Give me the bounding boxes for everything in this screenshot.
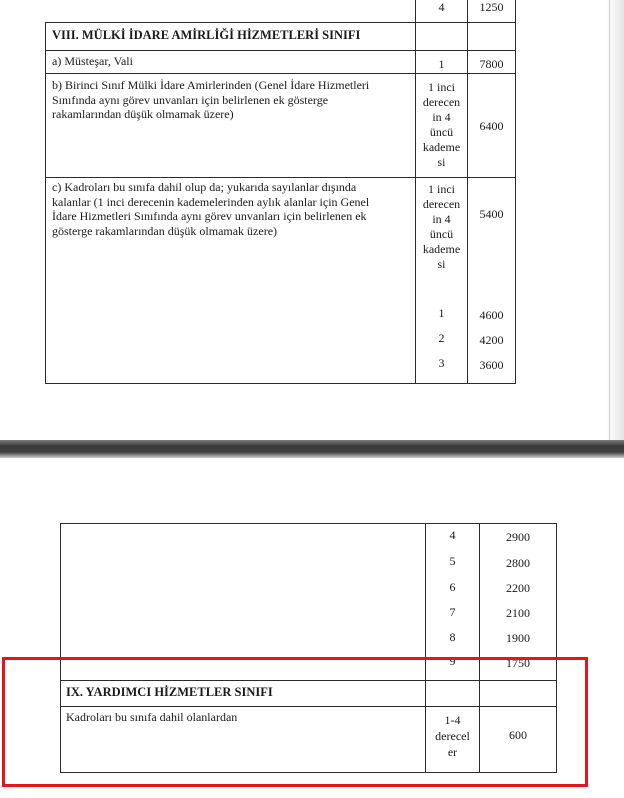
table-rule <box>45 383 516 384</box>
page-edge-shadow <box>606 0 624 440</box>
value-cell: 1750 <box>506 656 530 670</box>
section-title: IX. YARDIMCI HİZMETLER SINIFI <box>66 685 273 699</box>
grade-cell: 3 <box>438 356 445 370</box>
grade-cell: 1-4 derecel er <box>435 713 470 759</box>
grade-cell: 1 <box>438 57 445 71</box>
grade-cell: 8 <box>449 630 456 644</box>
value-cell: 5400 <box>479 207 504 221</box>
grade-cell: 5 <box>449 554 456 568</box>
row-text: b) Birinci Sınıf Mülki İdare Amirlerinden (Genel İdare Hizmetleri Sınıfında aynı görev unvanları için belirlenen ek gösterge rakamlarından düşük olmamak üzere) <box>52 78 370 121</box>
value-cell: 2800 <box>506 556 530 570</box>
value-cell: 1250 <box>479 0 504 14</box>
value-cell: 4200 <box>479 333 504 347</box>
value-cell: 3600 <box>479 358 504 372</box>
row-text: a) Müsteşar, Vali <box>52 54 133 68</box>
value-cell: 7800 <box>479 57 504 71</box>
grade-cell: 1 <box>438 306 445 320</box>
table-rule <box>60 523 557 524</box>
value-cell: 2200 <box>506 581 530 595</box>
grade-cell: 1 inci derecen in 4 üncü kademe si <box>422 80 461 169</box>
grade-cell: 4 <box>438 0 445 14</box>
grade-cell: 4 <box>449 528 456 542</box>
value-cell: 6400 <box>479 119 504 133</box>
value-cell: 2900 <box>506 530 530 544</box>
table-rule <box>45 22 46 384</box>
page-separator <box>0 440 624 458</box>
table-rule <box>45 73 516 74</box>
table-rule <box>515 0 516 384</box>
value-cell: 1900 <box>506 631 530 645</box>
grade-cell: 1 inci derecen in 4 üncü kademe si <box>422 182 461 271</box>
table-rule <box>45 22 516 23</box>
section-title: VIII. MÜLKİ İDARE AMİRLİĞİ HİZMETLERİ SINIFI <box>52 28 361 42</box>
grade-cell: 2 <box>438 331 445 345</box>
table-rule <box>45 50 516 51</box>
highlight-box <box>2 657 588 787</box>
grade-cell: 9 <box>449 654 456 668</box>
row-text: c) Kadroları bu sınıfa dahil olup da; yukarıda sayılanlar dışında kalanlar (1 inci derecenin kademelerinden aylık alanlar için Genel İdare Hizmetleri Sınıfında aynı görev unvanları için belirlenen ek gösterge rakamlarından düşük olmamak üzere) <box>52 180 370 238</box>
row-text: Kadroları bu sınıfa dahil olanlardan <box>66 710 238 724</box>
value-cell: 600 <box>509 728 527 742</box>
table-rule <box>45 177 516 178</box>
value-cell: 2100 <box>506 606 530 620</box>
grade-cell: 7 <box>449 605 456 619</box>
value-cell: 4600 <box>479 308 504 322</box>
grade-cell: 6 <box>449 580 456 594</box>
